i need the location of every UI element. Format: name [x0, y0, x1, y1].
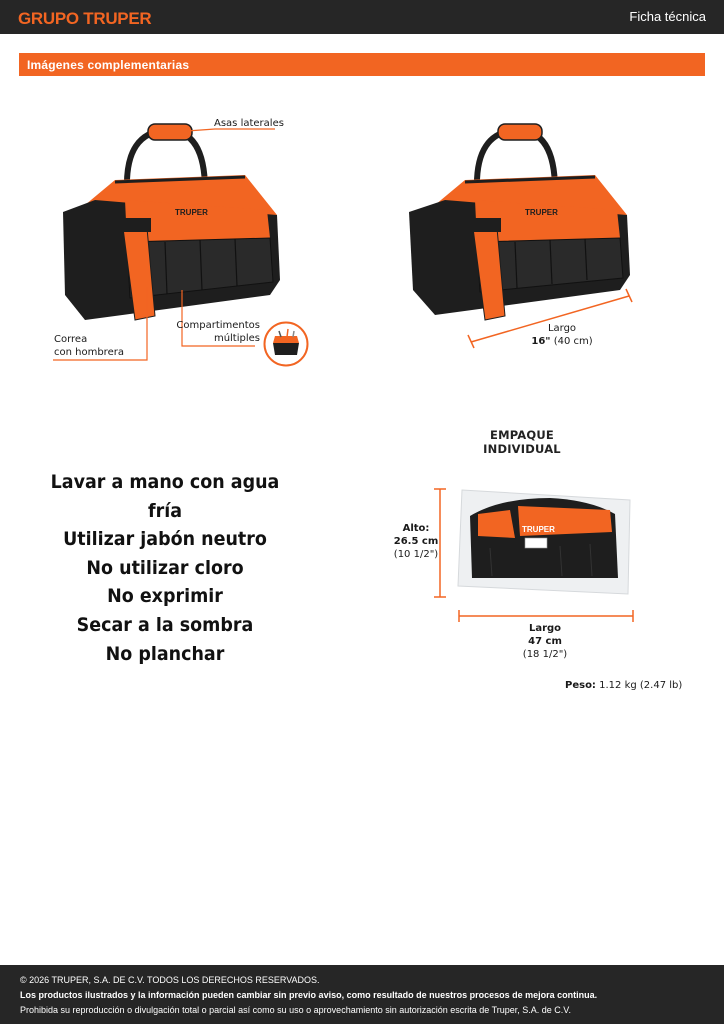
bag-logo-2: TRUPER — [525, 208, 558, 217]
bag-length-metric: (40 cm) — [553, 336, 593, 347]
package-weight-label: Peso: — [565, 680, 596, 691]
package-height-value: 26.5 cm — [393, 536, 439, 547]
callout-compartments-line1: Compartimentos — [176, 320, 260, 331]
callout-strap-line2: con hombrera — [54, 347, 124, 358]
callout-compartments-line2: múltiples — [213, 333, 260, 344]
bag-image-dimension — [405, 120, 645, 330]
footer-notice: Los productos ilustrados y la información pueden cambiar sin previo aviso, como resultado de nuestros procesos de mejora continua. — [20, 990, 598, 1000]
callout-strap — [54, 333, 124, 359]
callout-handles: Asas laterales — [214, 118, 284, 129]
compartments-detail-image — [263, 321, 309, 367]
header-bar — [0, 0, 724, 34]
package-weight — [565, 679, 682, 692]
package-height-dimension — [390, 522, 442, 561]
care-instructions — [36, 468, 294, 668]
package-length-dimension — [505, 622, 585, 661]
care-instruction: Utilizar jabón neutro — [63, 528, 267, 551]
package-length-label: Largo — [528, 623, 562, 634]
package-length-value: 47 cm — [528, 636, 562, 647]
section-header — [19, 53, 705, 76]
section-title: Imágenes complementarias — [27, 58, 190, 72]
packaging-title: EMPAQUE INDIVIDUAL — [483, 428, 561, 456]
care-instruction: No planchar — [105, 642, 225, 665]
care-instruction: No utilizar cloro — [86, 556, 244, 579]
care-instruction: No exprimir — [107, 585, 223, 608]
callout-compartments — [170, 319, 260, 345]
packaged-bag-image — [430, 486, 640, 626]
footer-legal: Prohibida su reproducción o divulgación total o parcial así como su uso o aprovechamiento sin autorización escrita de Truper, S.A. de C.V. — [20, 1005, 571, 1015]
bag-length-dimension — [520, 322, 604, 348]
care-instruction: Secar a la sombra — [76, 613, 254, 636]
footer — [0, 965, 724, 1024]
bag-length-inches: 16" — [531, 336, 551, 347]
packaged-bag-logo: TRUPER — [522, 525, 555, 534]
package-weight-value: 1.12 kg (2.47 lb) — [599, 680, 683, 691]
bag-length-label: Largo — [547, 323, 577, 334]
package-height-inches: (10 1/2") — [393, 549, 439, 560]
bag-logo: TRUPER — [175, 208, 208, 217]
document-type: Ficha técnica — [629, 9, 706, 24]
bag-image-features — [55, 120, 295, 330]
callout-strap-line1: Correa — [54, 334, 88, 345]
package-height-label: Alto: — [402, 523, 430, 534]
footer-copyright: © 2026 TRUPER, S.A. DE C.V. TODOS LOS DERECHOS RESERVADOS. — [20, 975, 320, 985]
package-length-inches: (18 1/2") — [522, 649, 568, 660]
care-instruction: Lavar a mano con agua fría — [50, 471, 280, 522]
brand-logo: GRUPO TRUPER — [18, 9, 152, 28]
